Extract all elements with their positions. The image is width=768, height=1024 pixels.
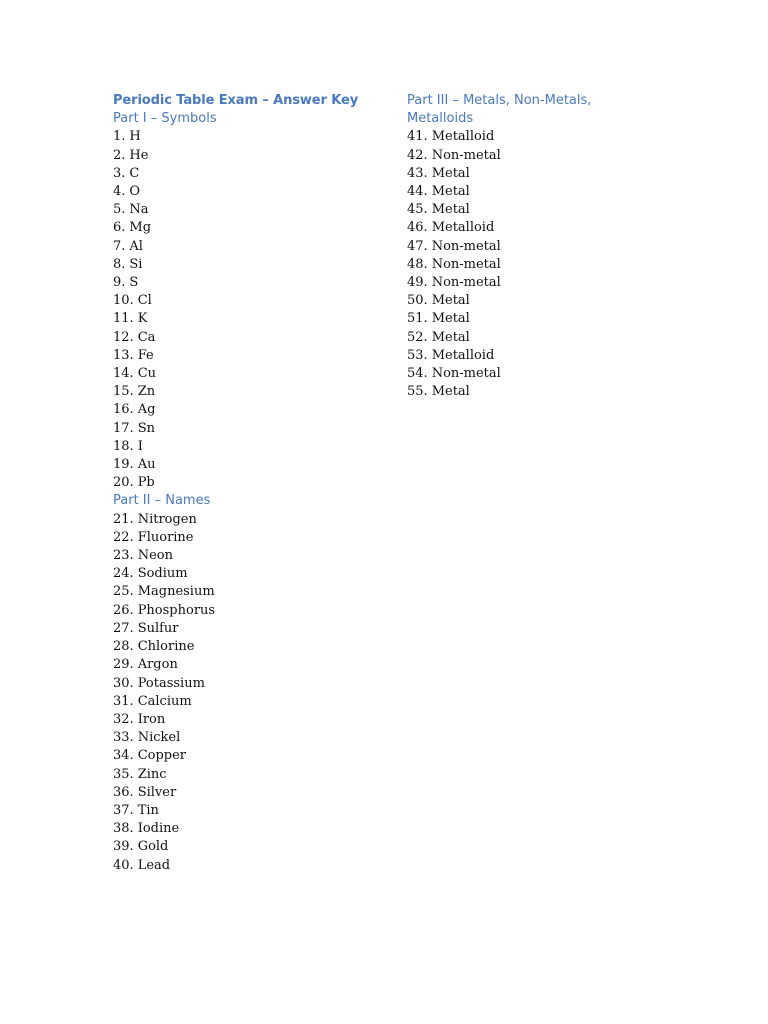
answer-text: Silver: [137, 784, 177, 800]
answer-number: 24.: [113, 566, 134, 582]
answer-number: 49.: [407, 275, 428, 291]
answer-text: Na: [129, 202, 149, 218]
part2-answer-list: [113, 511, 383, 875]
answer-number: 32.: [113, 711, 134, 727]
answer-number: 15.: [113, 384, 134, 400]
answer-text: H: [129, 129, 141, 145]
answer-text: Nickel: [137, 730, 181, 746]
answer-number: 12.: [113, 329, 134, 345]
answer-item: [113, 201, 383, 219]
answer-item: [113, 238, 383, 256]
answer-item: [113, 183, 383, 201]
answer-text: Non-metal: [431, 238, 501, 254]
answer-text: Au: [137, 457, 156, 473]
answer-number: 8.: [113, 256, 126, 272]
answer-number: 4.: [113, 184, 126, 200]
answer-item: [113, 256, 383, 274]
answer-item: [113, 602, 383, 620]
answer-item: [113, 583, 383, 601]
answer-number: 36.: [113, 784, 134, 800]
answer-number: 39.: [113, 839, 134, 855]
answer-number: 34.: [113, 748, 134, 764]
answer-number: 19.: [113, 457, 134, 473]
document-title: Periodic Table Exam – Answer Key: [113, 93, 359, 108]
answer-number: 42.: [407, 147, 428, 163]
answer-text: Non-metal: [431, 275, 501, 291]
answer-item: [113, 857, 383, 875]
answer-item: [407, 365, 647, 383]
answer-item: [113, 620, 383, 638]
answer-number: 11.: [113, 311, 134, 327]
answer-number: 9.: [113, 275, 126, 291]
answer-item: [113, 675, 383, 693]
answer-item: [407, 238, 647, 256]
answer-item: [113, 729, 383, 747]
answer-item: [113, 838, 383, 856]
answer-text: Potassium: [137, 675, 205, 691]
answer-number: 22.: [113, 529, 134, 545]
answer-text: Non-metal: [431, 366, 501, 382]
answer-text: Iodine: [137, 821, 180, 837]
answer-text: Sn: [137, 420, 155, 436]
answer-number: 55.: [407, 384, 428, 400]
answer-text: Neon: [137, 548, 173, 564]
answer-item: [113, 802, 383, 820]
answer-item: [407, 292, 647, 310]
answer-number: 31.: [113, 693, 134, 709]
answer-text: I: [137, 438, 143, 454]
left-column: [113, 92, 383, 875]
answer-item: [407, 310, 647, 328]
part3-heading-line1: Part III – Metals, Non-Metals,: [407, 93, 592, 108]
answer-text: Pb: [137, 475, 155, 491]
answer-text: Gold: [137, 839, 169, 855]
answer-item: [113, 365, 383, 383]
answer-item: [113, 292, 383, 310]
part1-heading: Part I – Symbols: [113, 111, 217, 127]
answer-text: Non-metal: [431, 147, 501, 163]
answer-number: 38.: [113, 821, 134, 837]
answer-text: Iron: [137, 711, 166, 727]
answer-item: [113, 511, 383, 529]
answer-item: [407, 274, 647, 292]
answer-number: 29.: [113, 657, 134, 673]
answer-number: 13.: [113, 347, 134, 363]
answer-number: 30.: [113, 675, 134, 691]
answer-number: 23.: [113, 548, 134, 564]
answer-item: [407, 201, 647, 219]
answer-number: 3.: [113, 165, 126, 181]
answer-text: Metal: [431, 293, 470, 309]
answer-number: 16.: [113, 402, 134, 418]
answer-item: [113, 784, 383, 802]
answer-text: Phosphorus: [137, 602, 216, 618]
answer-text: S: [129, 275, 139, 291]
answer-number: 26.: [113, 602, 134, 618]
answer-item: [113, 565, 383, 583]
answer-item: [407, 347, 647, 365]
answer-text: K: [137, 311, 148, 327]
answer-item: [113, 747, 383, 765]
answer-item: [113, 401, 383, 419]
answer-item: [113, 820, 383, 838]
answer-number: 54.: [407, 366, 428, 382]
answer-text: Lead: [137, 857, 171, 873]
answer-number: 52.: [407, 329, 428, 345]
answer-text: Nitrogen: [137, 511, 197, 527]
part1-answer-list: [113, 128, 383, 492]
answer-text: Si: [129, 256, 143, 272]
answer-number: 33.: [113, 730, 134, 746]
answer-item: [113, 638, 383, 656]
answer-text: Tin: [137, 802, 159, 818]
answer-text: Mg: [129, 220, 152, 236]
answer-number: 37.: [113, 802, 134, 818]
answer-item: [113, 656, 383, 674]
answer-text: Fe: [137, 347, 154, 363]
part3-heading-line2: Metalloids: [407, 111, 474, 127]
answer-item: [113, 420, 383, 438]
answer-number: 41.: [407, 129, 428, 145]
answer-text: C: [129, 165, 140, 181]
part3-heading: [407, 92, 647, 128]
answer-item: [113, 438, 383, 456]
answer-item: [113, 347, 383, 365]
answer-number: 1.: [113, 129, 126, 145]
answer-text: Metalloid: [431, 347, 495, 363]
answer-number: 2.: [113, 147, 126, 163]
answer-number: 46.: [407, 220, 428, 236]
answer-number: 45.: [407, 202, 428, 218]
answer-text: Sodium: [137, 566, 188, 582]
answer-item: [407, 128, 647, 146]
answer-text: Argon: [137, 657, 178, 673]
answer-number: 44.: [407, 184, 428, 200]
answer-text: Metal: [431, 165, 470, 181]
answer-text: Magnesium: [137, 584, 215, 600]
part2-heading: Part II – Names: [113, 493, 211, 509]
answer-text: Cu: [137, 366, 157, 382]
answer-item: [113, 711, 383, 729]
answer-text: Zn: [137, 384, 156, 400]
answer-item: [113, 274, 383, 292]
answer-number: 51.: [407, 311, 428, 327]
answer-item: [113, 693, 383, 711]
answer-text: Ca: [137, 329, 156, 345]
answer-text: Ag: [137, 402, 156, 418]
answer-number: 40.: [113, 857, 134, 873]
answer-number: 17.: [113, 420, 134, 436]
answer-text: O: [129, 184, 141, 200]
answer-number: 14.: [113, 366, 134, 382]
answer-number: 6.: [113, 220, 126, 236]
answer-item: [407, 383, 647, 401]
answer-item: [407, 219, 647, 237]
answer-item: [113, 529, 383, 547]
answer-item: [113, 128, 383, 146]
answer-number: 47.: [407, 238, 428, 254]
answer-text: Zinc: [137, 766, 167, 782]
answer-number: 18.: [113, 438, 134, 454]
answer-number: 43.: [407, 165, 428, 181]
answer-number: 20.: [113, 475, 134, 491]
answer-text: Metalloid: [431, 129, 495, 145]
answer-number: 50.: [407, 293, 428, 309]
answer-item: [407, 256, 647, 274]
answer-number: 7.: [113, 238, 126, 254]
answer-item: [407, 183, 647, 201]
answer-text: Metal: [431, 184, 470, 200]
answer-text: Metal: [431, 311, 470, 327]
answer-item: [113, 456, 383, 474]
answer-text: Copper: [137, 748, 187, 764]
answer-text: Al: [129, 238, 143, 254]
answer-text: He: [129, 147, 149, 163]
answer-number: 25.: [113, 584, 134, 600]
answer-item: [113, 766, 383, 784]
answer-item: [113, 219, 383, 237]
answer-number: 48.: [407, 256, 428, 272]
answer-text: Metal: [431, 329, 470, 345]
answer-item: [113, 383, 383, 401]
answer-number: 10.: [113, 293, 134, 309]
part3-answer-list: [407, 128, 647, 401]
answer-number: 5.: [113, 202, 126, 218]
answer-number: 21.: [113, 511, 134, 527]
answer-text: Chlorine: [137, 639, 195, 655]
answer-item: [407, 165, 647, 183]
answer-text: Metalloid: [431, 220, 495, 236]
answer-number: 53.: [407, 347, 428, 363]
answer-text: Cl: [137, 293, 152, 309]
answer-text: Non-metal: [431, 256, 501, 272]
answer-text: Metal: [431, 202, 470, 218]
answer-number: 27.: [113, 620, 134, 636]
answer-item: [113, 147, 383, 165]
answer-number: 35.: [113, 766, 134, 782]
answer-text: Metal: [431, 384, 470, 400]
answer-item: [113, 474, 383, 492]
right-column: [407, 92, 647, 401]
answer-item: [407, 147, 647, 165]
answer-item: [113, 310, 383, 328]
answer-item: [113, 165, 383, 183]
answer-text: Calcium: [137, 693, 192, 709]
answer-text: Fluorine: [137, 529, 194, 545]
answer-number: 28.: [113, 639, 134, 655]
answer-item: [113, 547, 383, 565]
answer-item: [407, 329, 647, 347]
answer-item: [113, 329, 383, 347]
answer-text: Sulfur: [137, 620, 179, 636]
